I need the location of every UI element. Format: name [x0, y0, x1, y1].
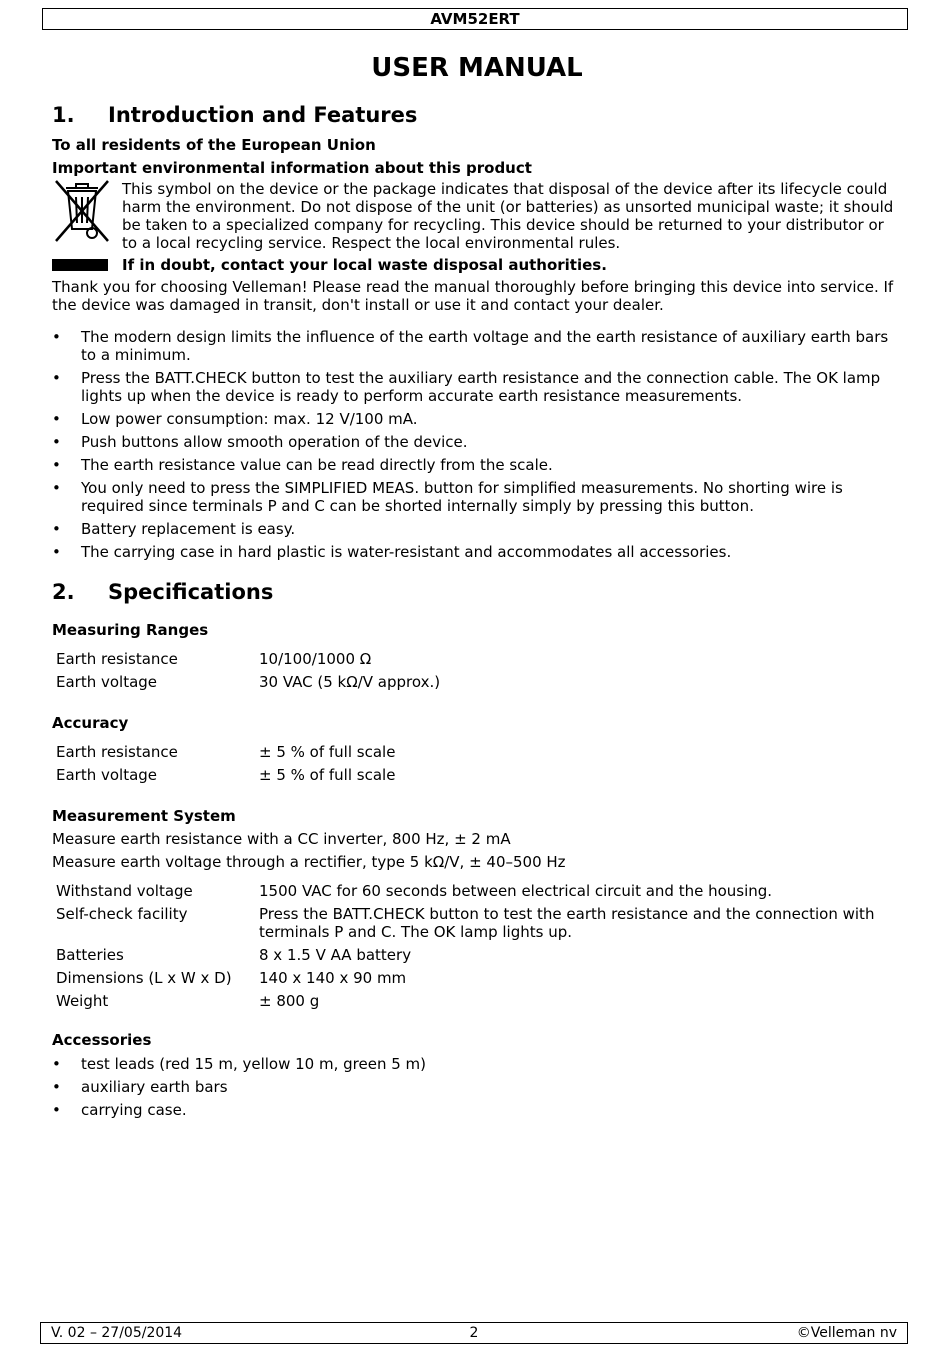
list-item: • The earth resistance value can be read directly from the scale. — [52, 456, 902, 474]
spec-label: Earth resistance — [56, 743, 178, 761]
table-row — [56, 766, 395, 789]
page-content — [52, 50, 902, 1124]
crossed-out-bin-icon — [52, 177, 112, 247]
spec-label: Earth voltage — [56, 673, 158, 691]
eu-heading: To all residents of the European Union — [52, 136, 376, 154]
spec-label: Dimensions (L x W x D) — [56, 969, 232, 987]
weee-bold-note — [52, 255, 902, 275]
measuring-ranges-heading: Measuring Ranges — [52, 621, 209, 639]
spec-value: 1500 VAC for 60 seconds between electrical circuit and the housing. — [259, 882, 773, 900]
spec-value: ± 800 g — [259, 992, 320, 1010]
spec-value: Press the BATT.CHECK button to test the earth resistance and the connection with terminals P and C. The OK lamp lights up. — [259, 905, 875, 941]
section-number: 2. — [52, 580, 75, 604]
accuracy-heading: Accuracy — [52, 714, 129, 732]
spec-value: 30 VAC (5 kΩ/V approx.) — [259, 673, 441, 691]
table-row — [56, 650, 440, 673]
list-item: • auxiliary earth bars — [52, 1078, 902, 1096]
measuring-ranges-table — [56, 650, 440, 696]
system-line-voltage: Measure earth voltage through a rectifier, type 5 kΩ/V, ± 40–500 Hz — [52, 853, 566, 871]
running-footer — [40, 1322, 908, 1344]
environment-heading: Important environmental information about this product — [52, 159, 532, 177]
section-title: Introduction and Features — [108, 103, 418, 127]
list-item: • You only need to press the SIMPLIFIED MEAS. button for simplified measurements. No shorting wire is required since terminals P and C can be shorted internally simply by pressing this button. — [52, 479, 902, 515]
general-specs-table — [56, 882, 902, 1015]
spec-value: ± 5 % of full scale — [259, 766, 396, 784]
section-heading-specifications — [52, 577, 902, 607]
accessories-heading: Accessories — [52, 1031, 152, 1049]
section-heading-introduction — [52, 100, 902, 130]
table-row — [56, 673, 440, 696]
list-item: • Battery replacement is easy. — [52, 520, 902, 538]
spec-value: ± 5 % of full scale — [259, 743, 396, 761]
section-number: 1. — [52, 103, 75, 127]
spec-label: Earth resistance — [56, 650, 178, 668]
measurement-system-heading: Measurement System — [52, 807, 236, 825]
spec-label: Self-check facility — [56, 905, 188, 923]
list-item: • carrying case. — [52, 1101, 902, 1119]
table-row — [56, 946, 902, 969]
list-item: • Push buttons allow smooth operation of the device. — [52, 433, 902, 451]
section-title: Specifications — [108, 580, 274, 604]
running-header — [42, 8, 908, 30]
spec-value: 8 x 1.5 V AA battery — [259, 946, 412, 964]
table-row — [56, 743, 395, 766]
weee-text: This symbol on the device or the package indicates that disposal of the device after its lifecycle could harm the environment. Do not dispose of the unit (or batteries) as unsorted municipal waste; it should be taken to a specialized company for recycling. This device should be returned to your distributor or to a local recycling service. Respect the local environmental rules. — [122, 180, 894, 252]
accessories-list — [52, 1055, 902, 1119]
spec-value: 10/100/1000 Ω — [259, 650, 372, 668]
table-row — [56, 992, 902, 1015]
table-row — [56, 882, 902, 905]
list-item: • Press the BATT.CHECK button to test the auxiliary earth resistance and the connection cable. The OK lamp lights up when the device is ready to perform accurate earth resistance measurements. — [52, 369, 902, 405]
spec-label: Earth voltage — [56, 766, 158, 784]
thanks-paragraph: Thank you for choosing Velleman! Please read the manual thoroughly before bringing this device into service. If the device was damaged in transit, don't install or use it and contact your dealer. — [52, 278, 894, 314]
version-date: V. 02 – 27/05/2014 — [51, 1325, 183, 1341]
list-item: • Low power consumption: max. 12 V/100 mA. — [52, 410, 902, 428]
table-row — [56, 969, 902, 992]
weee-bold-text: If in doubt, contact your local waste disposal authorities. — [122, 256, 607, 274]
document-title: USER MANUAL — [371, 53, 583, 83]
system-line-resistance: Measure earth resistance with a CC inverter, 800 Hz, ± 2 mA — [52, 830, 511, 848]
copyright: ©Velleman nv — [796, 1325, 897, 1341]
spec-label: Withstand voltage — [56, 882, 193, 900]
accuracy-table — [56, 743, 395, 789]
spec-value: 140 x 140 x 90 mm — [259, 969, 407, 987]
model-number: AVM52ERT — [430, 10, 520, 28]
table-row — [56, 905, 902, 946]
spec-label: Batteries — [56, 946, 124, 964]
list-item: • The modern design limits the influence of the earth voltage and the earth resistance of auxiliary earth bars to a minimum. — [52, 328, 902, 364]
page-number: 2 — [469, 1325, 479, 1341]
weee-notice — [52, 180, 902, 252]
list-item: • The carrying case in hard plastic is water-resistant and accommodates all accessories. — [52, 543, 902, 561]
list-item: • test leads (red 15 m, yellow 10 m, green 5 m) — [52, 1055, 902, 1073]
black-bar-marking — [52, 259, 108, 271]
features-list — [52, 328, 902, 561]
spec-label: Weight — [56, 992, 109, 1010]
